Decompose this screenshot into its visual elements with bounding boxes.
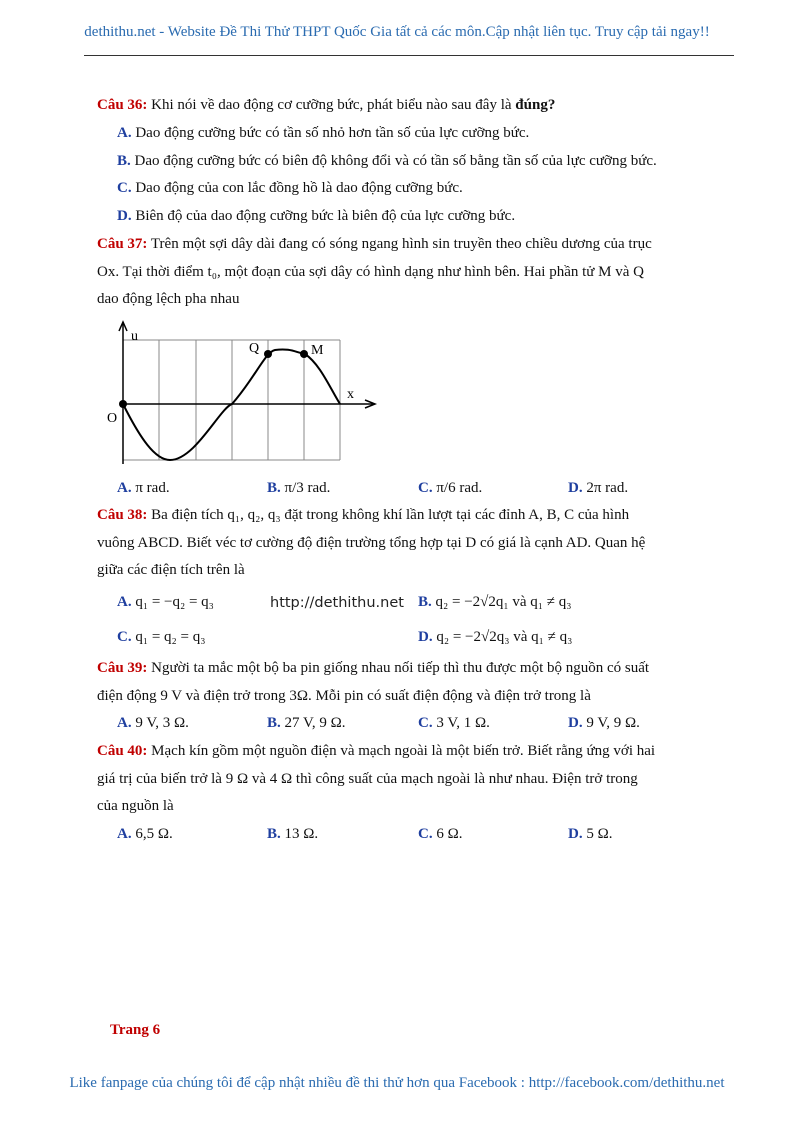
question-40 bbox=[97, 742, 655, 760]
option-key: A. bbox=[117, 594, 132, 610]
option-text: q₁ = −q₂ = q₃ bbox=[131, 594, 214, 610]
option-text: 9 V, 3 Ω. bbox=[131, 715, 189, 731]
question-37 bbox=[97, 235, 652, 253]
option-text: π/6 rad. bbox=[432, 480, 483, 496]
option-text: 3 V, 1 Ω. bbox=[432, 715, 490, 731]
origin-label: O bbox=[107, 411, 118, 426]
question-label: Câu 40: bbox=[97, 743, 148, 759]
option-key: A. bbox=[117, 826, 132, 842]
question-text-line: Ox. Tại thời điểm t₀, một đoạn của sợi dây có hình dạng như hình bên. Hai phần tử M và Q bbox=[97, 264, 644, 280]
question-text-line: điện động 9 V và điện trở trong 3Ω. Mỗi pin có suất điện động và điện trở trong là bbox=[97, 688, 591, 704]
option-a[interactable] bbox=[117, 825, 173, 843]
question-label: Câu 38: bbox=[97, 507, 148, 523]
option-c[interactable] bbox=[418, 479, 482, 497]
option-c[interactable] bbox=[418, 825, 463, 843]
question-label: Câu 39: bbox=[97, 660, 148, 676]
option-key: B. bbox=[267, 480, 281, 496]
watermark-link[interactable]: http://dethithu.net bbox=[270, 595, 404, 611]
option-text: π rad. bbox=[131, 480, 170, 496]
question-text-line: của nguồn là bbox=[97, 798, 174, 814]
option-d[interactable] bbox=[418, 628, 572, 646]
page-footer[interactable]: Like fanpage của chúng tôi để cập nhật nhiều đề thi thử hơn qua Facebook : http://facebook.com/dethithu.net bbox=[69, 1075, 725, 1091]
option-b[interactable] bbox=[267, 714, 346, 732]
header-divider bbox=[84, 55, 734, 56]
question-label: Câu 36: bbox=[97, 97, 148, 113]
option-text: Biên độ của dao động cưỡng bức là biên độ của lực cưỡng bức. bbox=[131, 208, 516, 224]
option-text: 27 V, 9 Ω. bbox=[280, 715, 346, 731]
option-key: D. bbox=[568, 826, 583, 842]
point-m bbox=[300, 350, 308, 358]
wave-figure bbox=[95, 318, 395, 468]
option-b[interactable] bbox=[418, 593, 571, 611]
question-text: Khi nói về dao động cơ cưỡng bức, phát biểu nào sau đây là bbox=[147, 97, 516, 113]
grid-lines bbox=[123, 340, 340, 460]
option-text: 2π rad. bbox=[582, 480, 629, 496]
option-key: D. bbox=[568, 715, 583, 731]
option-key: C. bbox=[117, 629, 132, 645]
option-key: C. bbox=[418, 480, 433, 496]
question-text-line: giữa các điện tích trên là bbox=[97, 562, 245, 578]
option-key: D. bbox=[418, 629, 433, 645]
option-text: 6,5 Ω. bbox=[131, 826, 173, 842]
option-key: D. bbox=[117, 208, 132, 224]
option-c[interactable] bbox=[418, 714, 490, 732]
option-key: C. bbox=[418, 715, 433, 731]
option-key: D. bbox=[568, 480, 583, 496]
option-key: B. bbox=[267, 826, 281, 842]
question-text-line: dao động lệch pha nhau bbox=[97, 291, 240, 307]
option-a[interactable] bbox=[117, 593, 214, 611]
option-key: B. bbox=[267, 715, 281, 731]
question-label: Câu 37: bbox=[97, 236, 148, 252]
option-text: Dao động cưỡng bức có biên độ không đổi và có tần số bằng tần số của lực cưỡng bức. bbox=[130, 153, 657, 169]
option-key: C. bbox=[117, 180, 132, 196]
axis-label-x: x bbox=[347, 387, 354, 402]
option-key: B. bbox=[117, 153, 131, 169]
option-c[interactable] bbox=[117, 179, 463, 197]
page-number: Trang 6 bbox=[110, 1022, 161, 1038]
point-label-m: M bbox=[311, 343, 324, 358]
option-key: A. bbox=[117, 125, 132, 141]
option-d[interactable] bbox=[117, 207, 515, 225]
option-d[interactable] bbox=[568, 825, 613, 843]
option-text: π/3 rad. bbox=[280, 480, 331, 496]
question-text: Mạch kín gồm một nguồn điện và mạch ngoài là một biến trở. Biết rằng ứng với hai bbox=[147, 743, 656, 759]
option-text: Dao động cưỡng bức có tần số nhỏ hơn tần số của lực cưỡng bức. bbox=[131, 125, 530, 141]
option-text: Dao động của con lắc đồng hồ là dao động cưỡng bức. bbox=[131, 180, 463, 196]
question-text: Người ta mắc một bộ ba pin giống nhau nối tiếp thì thu được một bộ nguồn có suất bbox=[147, 660, 650, 676]
point-label-q: Q bbox=[249, 341, 260, 356]
option-key: A. bbox=[117, 715, 132, 731]
question-text-line: giá trị của biến trở là 9 Ω và 4 Ω thì công suất của mạch ngoài là như nhau. Điện trở trong bbox=[97, 771, 638, 787]
point-o bbox=[119, 400, 127, 408]
axis-label-u: u bbox=[131, 329, 138, 344]
question-text: Ba điện tích q₁, q₂, q₃ đặt trong không khí lần lượt tại các đỉnh A, B, C của hình bbox=[147, 507, 630, 523]
option-text: 6 Ω. bbox=[432, 826, 463, 842]
question-36 bbox=[97, 96, 555, 114]
option-d[interactable] bbox=[568, 714, 640, 732]
option-text: q₂ = −2√2q₃ và q₁ ≠ q₃ bbox=[432, 629, 573, 645]
option-key: A. bbox=[117, 480, 132, 496]
option-b[interactable] bbox=[117, 152, 657, 170]
option-text: 5 Ω. bbox=[582, 826, 613, 842]
option-text: q₁ = q₂ = q₃ bbox=[131, 629, 206, 645]
option-a[interactable] bbox=[117, 124, 529, 142]
option-text: 13 Ω. bbox=[280, 826, 319, 842]
question-text-line: vuông ABCD. Biết véc tơ cường độ điện trường tổng hợp tại D có giá là cạnh AD. Quan hệ bbox=[97, 535, 646, 551]
point-q bbox=[264, 350, 272, 358]
question-39 bbox=[97, 659, 649, 677]
question-emphasis: đúng? bbox=[515, 97, 556, 113]
option-a[interactable] bbox=[117, 714, 189, 732]
question-text: Trên một sợi dây dài đang có sóng ngang hình sin truyền theo chiều dương của trục bbox=[147, 236, 652, 252]
option-text: 9 V, 9 Ω. bbox=[582, 715, 640, 731]
option-key: B. bbox=[418, 594, 432, 610]
page-header: dethithu.net - Website Đề Thi Thử THPT Quốc Gia tất cả các môn.Cập nhật liên tục. Truy cập tải ngay!! bbox=[84, 24, 710, 40]
option-b[interactable] bbox=[267, 825, 318, 843]
option-d[interactable] bbox=[568, 479, 628, 497]
axes bbox=[119, 322, 375, 464]
option-text: q₂ = −2√2q₁ và q₁ ≠ q₃ bbox=[431, 594, 572, 610]
option-c[interactable] bbox=[117, 628, 205, 646]
option-b[interactable] bbox=[267, 479, 330, 497]
option-a[interactable] bbox=[117, 479, 170, 497]
question-38 bbox=[97, 506, 629, 524]
option-key: C. bbox=[418, 826, 433, 842]
